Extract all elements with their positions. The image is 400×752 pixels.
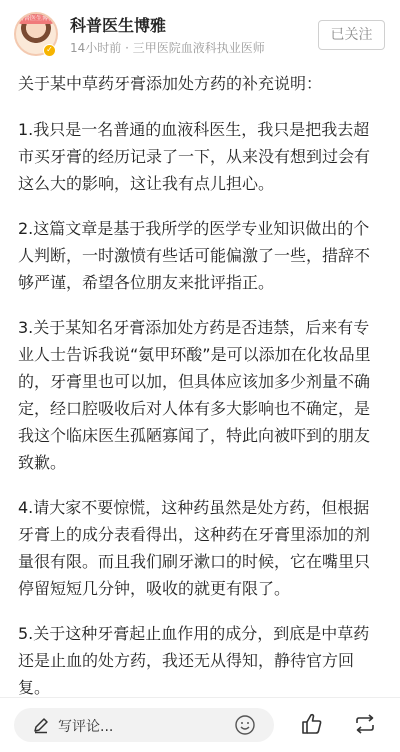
paragraph-4: 4.请大家不要惊慌，这种药虽然是处方药，但根据牙膏上的成分表看得出，这种药在牙膏里添加的剂量很有限。而且我们刷牙漱口的时候，它在嘴里只停留短短几分钟，吸收的就更有限了。 [18, 498, 371, 598]
post-title: 关于某中草药牙膏添加处方药的补充说明： [18, 74, 323, 93]
emoji-icon[interactable] [234, 714, 256, 736]
verified-icon: ✓ [43, 44, 56, 57]
post-header [0, 0, 400, 64]
paragraph-1: 1.我只是一名普通的血液科医生，我只是把我去超市买牙膏的经历记录了一下，从来没有想到过会有这么大的影响，这让我有点儿担心。 [18, 120, 371, 193]
bottom-action-bar [0, 697, 400, 752]
paragraph-3: 3.关于某知名牙膏添加处方药是否违禁，后来有专业人士告诉我说“氨甲环酸”是可以添加在化妆品里的，牙膏里也可以加，但具体应该加多少剂量不确定，经口腔吸收后对人体有多大影响也不确定，是我这个临床医生孤陋寡闻了，特此向被吓到的朋友致歉。 [18, 318, 371, 472]
avatar-badge: 科普医生博雅 [18, 15, 55, 22]
paragraph-2: 2.这篇文章是基于我所学的医学专业知识做出的个人判断，一时激愤有些话可能偏激了一些，措辞不够严谨，希望各位朋友来批评指正。 [18, 219, 371, 292]
post-meta: 14小时前 · 三甲医院血液科执业医师 [70, 41, 265, 55]
post-content [18, 70, 382, 719]
comment-placeholder: 写评论... [58, 719, 114, 735]
paragraph-5: 5.关于这种牙膏起止血作用的成分，到底是中草药还是止血的处方药，我还无从得知，静待官方回复。 [18, 624, 370, 697]
pencil-icon [32, 716, 50, 734]
comment-input[interactable] [14, 708, 274, 742]
follow-button[interactable]: 已关注 [318, 20, 385, 50]
share-icon[interactable] [352, 712, 378, 736]
like-icon[interactable] [300, 712, 324, 736]
author-name[interactable]: 科普医生博雅 [70, 16, 167, 35]
